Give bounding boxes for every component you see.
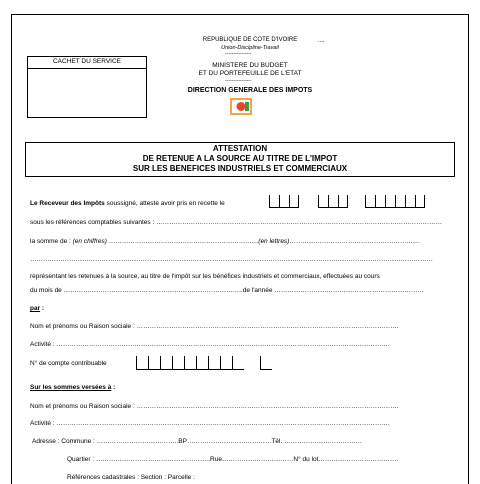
date-month-cells[interactable]	[318, 195, 348, 208]
nom-beneficiaire-line[interactable]: Nom et prénoms ou Raison sociale : ………………………………………………………………………………………………………….	[30, 403, 399, 410]
representant-line: représentant les retenues à la source, au titre de l'impôt sur les bénéfices industriels et commerciaux, effectuées au cours	[30, 273, 380, 280]
date-day-cells[interactable]	[269, 195, 299, 208]
receveur-statement	[30, 200, 225, 207]
somme-lettres-label: (en lettres)	[258, 238, 290, 245]
dgi-logo-icon	[230, 98, 252, 115]
compte-label: N° de compte contribuable	[30, 360, 107, 367]
receveur-bold: Le Receveur des Impôts	[30, 200, 105, 207]
references-line[interactable]: sous les références comptables suivantes : ……………………………………………………………………………………………………………………	[30, 219, 443, 226]
somme-label: la somme de :	[30, 238, 73, 245]
cachet-label: CACHET DU SERVICE	[27, 56, 147, 69]
header-dots: ....	[318, 38, 325, 44]
devise-label: Union-Discipline-Travail	[221, 45, 279, 51]
title-line-3: SUR LES BENEFICES INDUSTRIELS ET COMMERCIAUX	[132, 164, 348, 173]
somme-chiffres-label: (en chiffres)	[72, 238, 107, 245]
compte-cells-a[interactable]	[136, 356, 244, 370]
somme-lettres-field[interactable]: ……………………………………………………	[289, 238, 420, 245]
sommes-colon: :	[111, 384, 116, 391]
somme-chiffres-field[interactable]: ……………………………………………………………	[106, 238, 259, 245]
sommes-label: Sur les sommes versées à	[30, 384, 112, 391]
activite-payeur-line[interactable]: Activité : ……………………………………………………………………………………………………………………………………….	[30, 341, 390, 348]
portefeuille-label: ET DU PORTEFEUILLE DE L'ETAT	[198, 70, 302, 77]
adresse-line[interactable]: Adresse : Commune : ………………………………..BP…………………………………Tél. ………………………………	[32, 438, 363, 445]
direction-label: DIRECTION GENERALE DES IMPOTS	[187, 87, 313, 94]
activite-beneficiaire-line[interactable]: Activité : ……………………………………………………………………………………………………………………………………….	[30, 420, 390, 427]
date-year-cells[interactable]	[365, 195, 425, 208]
par-colon: :	[40, 305, 45, 312]
sommes-heading	[30, 384, 115, 391]
quartier-line[interactable]: Quartier : ……………………………………………..Rue……………………………N° du lot……………………………….	[67, 456, 399, 463]
dotted-continuation[interactable]: ……………………………………………………………………………………………………………………………………………………………………	[30, 256, 433, 263]
somme-line[interactable]	[30, 238, 419, 245]
ministere-label: MINISTERE DU BUDGET	[212, 62, 288, 69]
header-separator-2: ----------------	[225, 78, 252, 84]
title-line-2: DE RETENUE A LA SOURCE AU TITRE DE L'IMPOT	[142, 154, 338, 163]
du-mois-line[interactable]: du mois de ………………………………………………………………………..de l'année ……………………………………………………………	[30, 287, 424, 294]
header-separator: ----------------	[225, 51, 252, 57]
republique-label: REPUBLIQUE DE COTE D'IVOIRE	[202, 37, 298, 43]
par-label: par	[30, 305, 41, 312]
par-heading	[30, 305, 44, 312]
cadastrales-line[interactable]: Références cadastrales : Section : Parcelle :	[67, 474, 195, 481]
compte-cells-b[interactable]	[260, 356, 272, 370]
receveur-rest: soussigné, atteste avoir pris en recette le	[104, 200, 225, 207]
title-line-1: ATTESTATION	[212, 144, 268, 153]
nom-payeur-line[interactable]: Nom et prénoms ou Raison sociale : ………………………………………………………………………………………………………….	[30, 323, 399, 330]
